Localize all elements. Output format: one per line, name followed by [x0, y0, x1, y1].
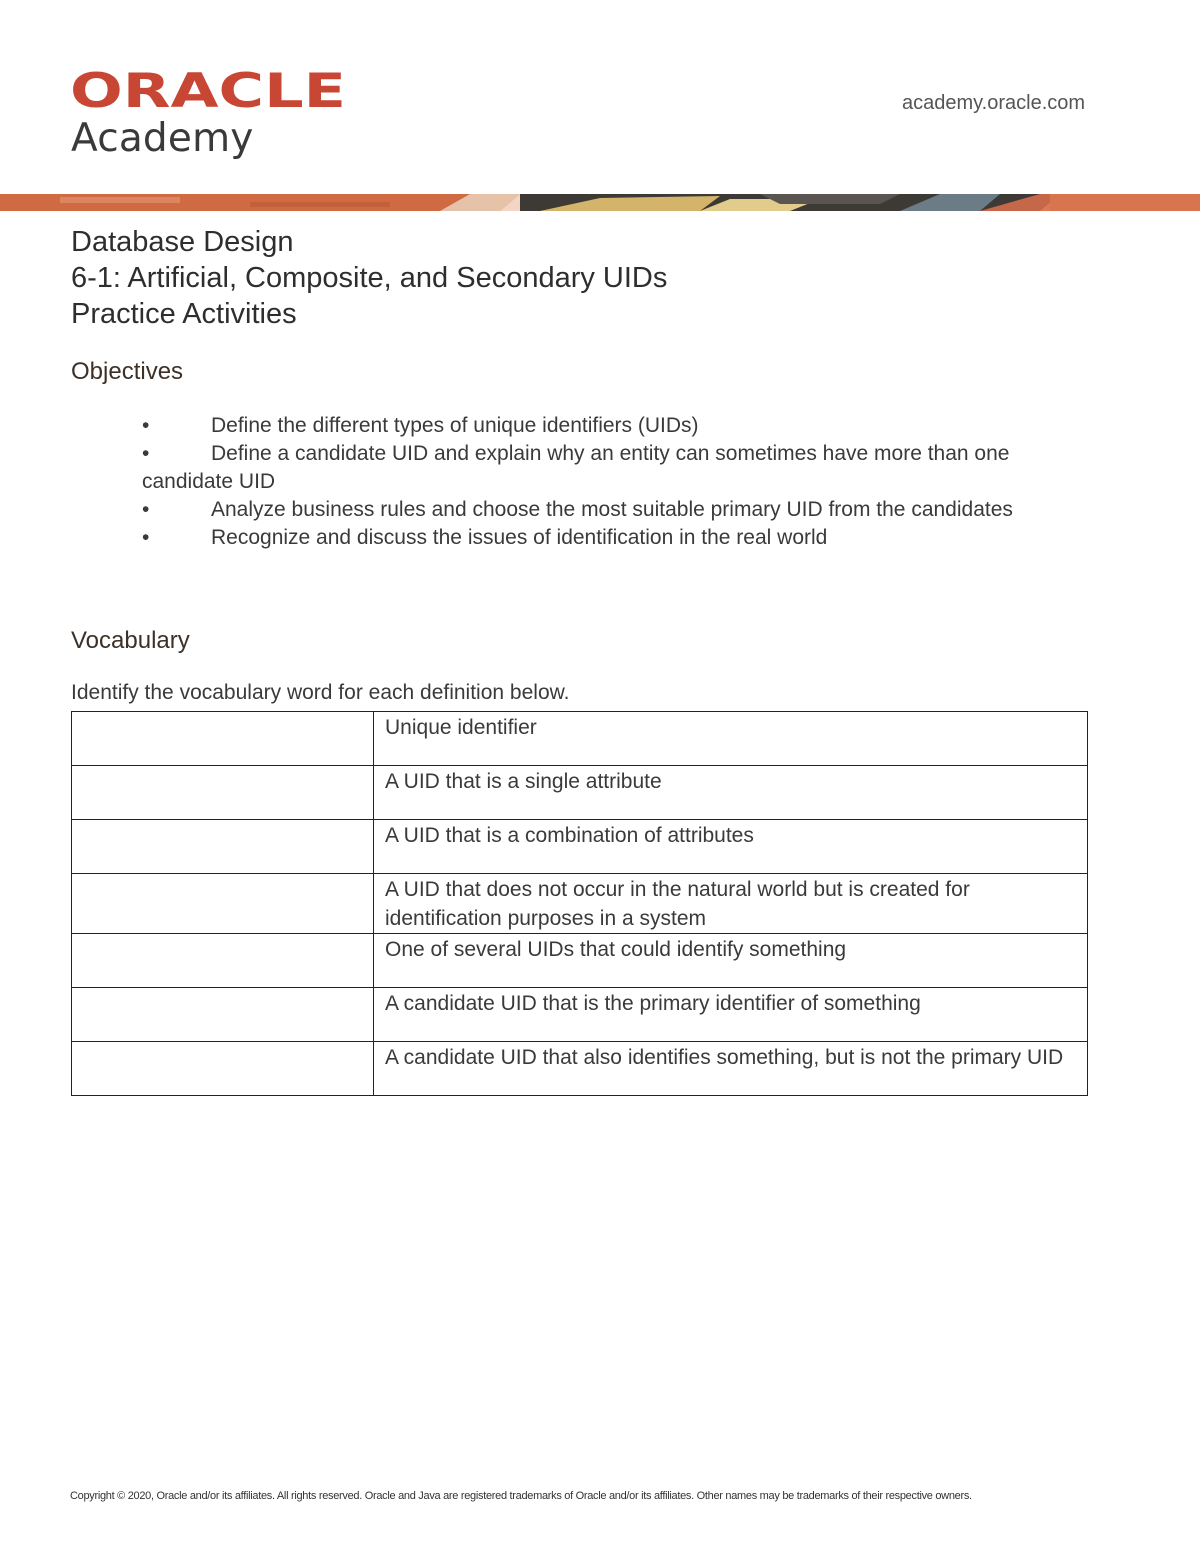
lesson-title: 6-1: Artificial, Composite, and Secondary UIDs: [71, 262, 668, 294]
table-row: [72, 934, 1088, 988]
vocabulary-answer-cell[interactable]: [72, 766, 374, 820]
vocabulary-answer-cell[interactable]: [72, 934, 374, 988]
bullet-icon: •: [142, 498, 150, 521]
course-title: Database Design: [71, 226, 294, 258]
copyright-footer: Copyright © 2020, Oracle and/or its affiliates. All rights reserved. Oracle and Java are registered trademarks of Oracle and/or its affiliates. Other names may be trademarks of their respective owners.: [70, 1490, 972, 1502]
vocabulary-definition: A UID that does not occur in the natural world but is created for identification purposes in a system: [374, 874, 1088, 934]
vocabulary-answer-cell[interactable]: [72, 1042, 374, 1096]
bullet-icon: •: [142, 442, 150, 465]
table-row: [72, 874, 1088, 934]
vocabulary-definition: A UID that is a single attribute: [374, 766, 1088, 820]
vocabulary-definition: A UID that is a combination of attributes: [374, 820, 1088, 874]
vocabulary-definition: One of several UIDs that could identify something: [374, 934, 1088, 988]
decorative-banner: [0, 194, 1200, 211]
academy-logo-text: Academy: [71, 116, 254, 161]
table-row: [72, 820, 1088, 874]
objective-item: [142, 524, 1022, 552]
vocabulary-definition: A candidate UID that also identifies something, but is not the primary UID: [374, 1042, 1088, 1096]
vocabulary-definition: A candidate UID that is the primary identifier of something: [374, 988, 1088, 1042]
site-url: academy.oracle.com: [902, 92, 1086, 114]
activity-title: Practice Activities: [71, 298, 297, 330]
vocabulary-table: [71, 711, 1088, 1096]
vocabulary-instruction: Identify the vocabulary word for each definition below.: [71, 681, 570, 704]
objective-text: Analyze business rules and choose the most suitable primary UID from the candidates: [211, 498, 1013, 521]
vocabulary-answer-cell[interactable]: [72, 988, 374, 1042]
table-row: [72, 988, 1088, 1042]
objective-item: [142, 412, 1022, 440]
vocabulary-heading: Vocabulary: [71, 627, 190, 654]
bullet-icon: •: [142, 526, 150, 549]
oracle-logo: [70, 70, 350, 112]
table-row: [72, 766, 1088, 820]
objective-item: [142, 440, 1022, 496]
vocabulary-answer-cell[interactable]: [72, 820, 374, 874]
objective-text: Define the different types of unique identifiers (UIDs): [211, 414, 699, 437]
objective-text: Recognize and discuss the issues of identification in the real world: [211, 526, 828, 549]
table-row: [72, 1042, 1088, 1096]
vocabulary-answer-cell[interactable]: [72, 874, 374, 934]
oracle-logo-text: ORACLE: [70, 70, 346, 112]
bullet-icon: •: [142, 414, 150, 437]
vocabulary-definition: Unique identifier: [374, 712, 1088, 766]
vocabulary-answer-cell[interactable]: [72, 712, 374, 766]
objective-text: Define a candidate UID and explain why an entity can sometimes have more than one candidate UID: [142, 442, 1010, 493]
objectives-heading: Objectives: [71, 358, 184, 385]
document-title: [71, 224, 667, 332]
objective-item: [142, 496, 1022, 524]
objectives-list: [142, 412, 1022, 552]
table-row: [72, 712, 1088, 766]
